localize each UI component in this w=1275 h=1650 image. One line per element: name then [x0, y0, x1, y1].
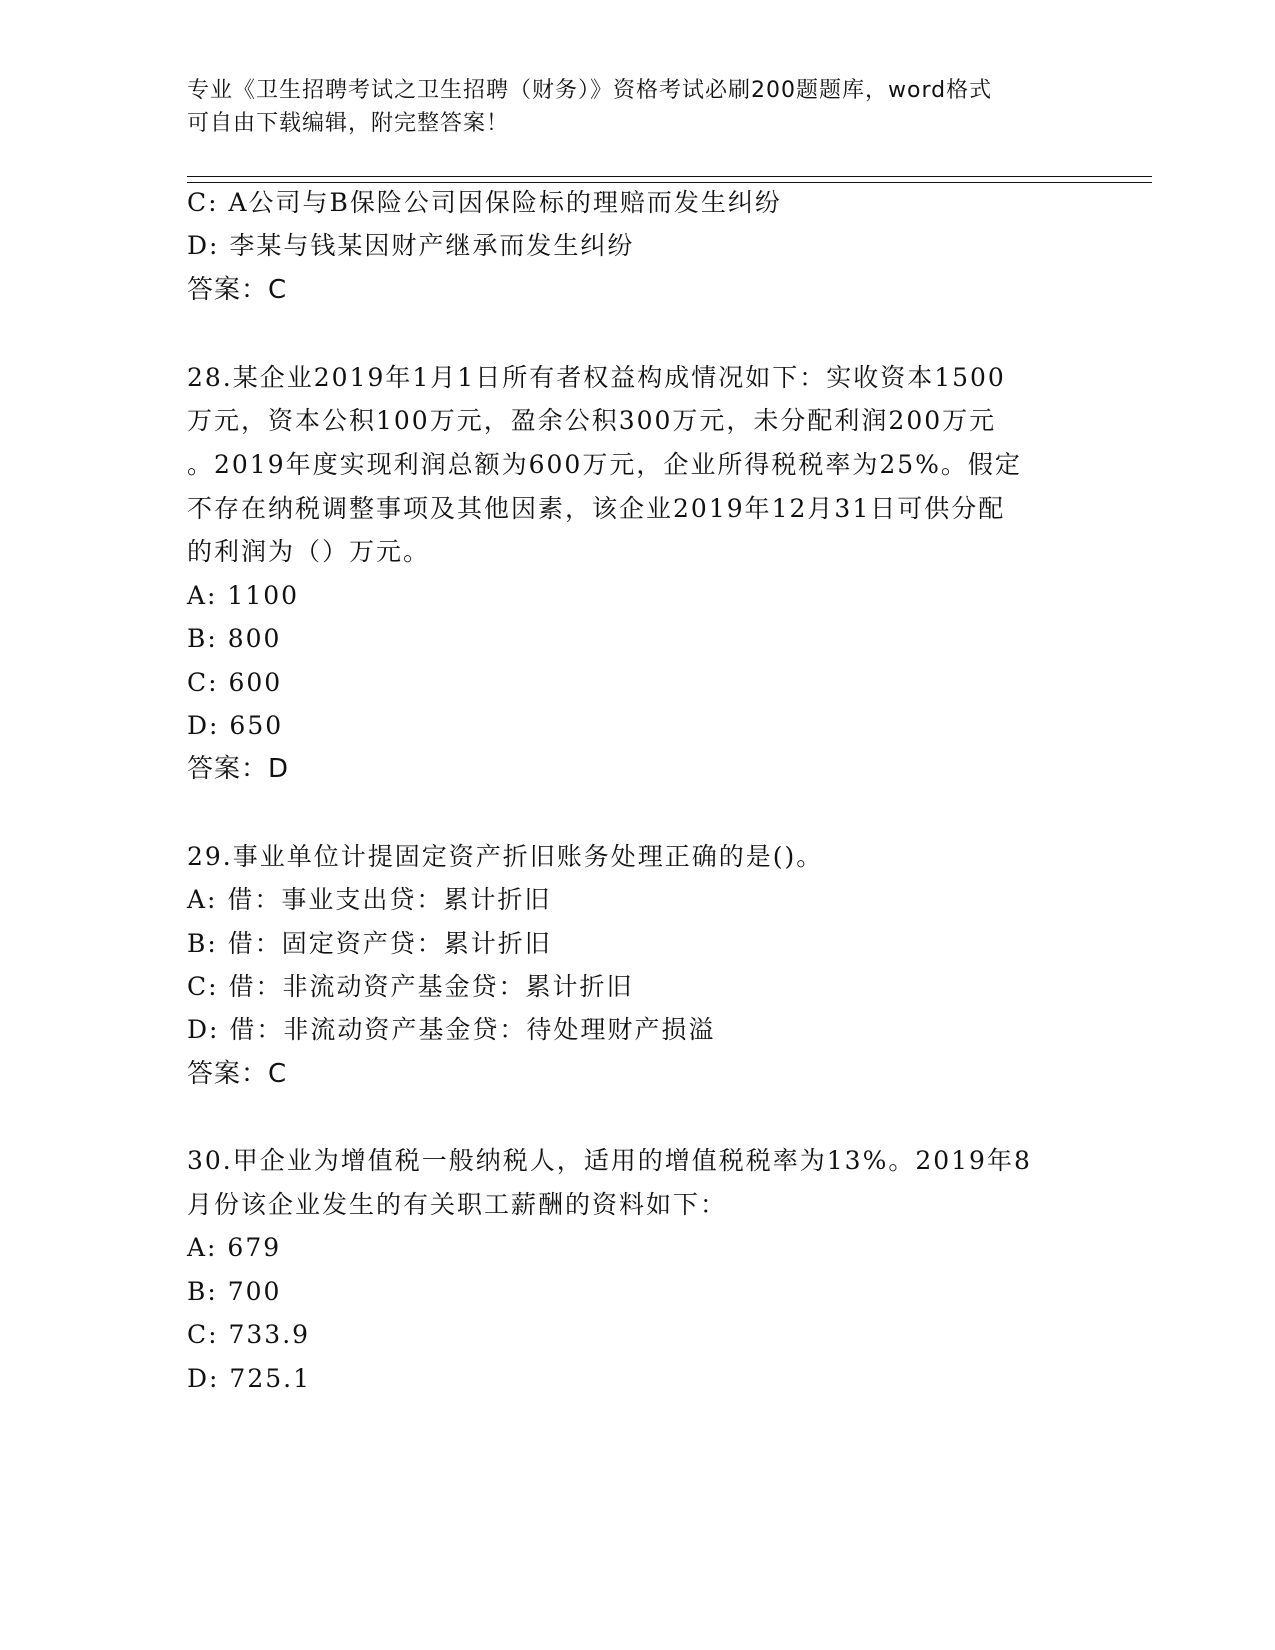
q29-option-a: A: 借：事业支出贷：累计折旧 [187, 885, 552, 914]
q28-option-d: D: 650 [187, 711, 284, 740]
q29-option-b: B: 借：固定资产贷：累计折旧 [187, 929, 552, 958]
q27-option-c: C: A公司与B保险公司因保险标的理赔而发生纠纷 [187, 188, 782, 217]
q28-stem-line-3: 。2019年度实现利润总额为600万元，企业所得税税率为25%。假定 [187, 450, 1022, 479]
q28-option-c: C: 600 [187, 668, 283, 697]
q30-option-c: C: 733.9 [187, 1320, 311, 1349]
header-line-1: 专业《卫生招聘考试之卫生招聘（财务）》资格考试必刷200题题库，word格式 [187, 78, 993, 103]
q30-stem-line-1: 30.甲企业为增值税一般纳税人，适用的增值税税率为13%。2019年8 [187, 1146, 1032, 1175]
q28-answer: 答案：D [187, 754, 290, 784]
q28-option-a: A: 1100 [187, 581, 300, 610]
q27-option-d: D: 李某与钱某因财产继承而发生纠纷 [187, 231, 635, 260]
q28-stem-line-1: 28.某企业2019年1月1日所有者权益构成情况如下：实收资本1500 [187, 363, 1006, 392]
header-divider-top [187, 176, 1152, 177]
q29-option-c: C: 借：非流动资产基金贷：累计折旧 [187, 972, 634, 1001]
q27-answer: 答案：C [187, 275, 288, 305]
q30-option-b: B: 700 [187, 1277, 282, 1306]
q28-stem-line-4: 不存在纳税调整事项及其他因素，该企业2019年12月31日可供分配 [187, 494, 1006, 523]
q30-option-d: D: 725.1 [187, 1364, 311, 1393]
q29-option-d: D: 借：非流动资产基金贷：待处理财产损溢 [187, 1015, 716, 1044]
q28-stem-line-2: 万元，资本公积100万元，盈余公积300万元，未分配利润200万元 [187, 406, 997, 435]
document-header [187, 74, 1067, 140]
q28-option-b: B: 800 [187, 624, 282, 653]
q30-stem-line-2: 月份该企业发生的有关职工薪酬的资料如下： [187, 1190, 728, 1219]
header-line-2: 可自由下载编辑，附完整答案！ [187, 111, 510, 136]
q30-option-a: A: 679 [187, 1233, 282, 1262]
q29-answer: 答案：C [187, 1059, 288, 1089]
header-divider-bottom [187, 182, 1152, 183]
q28-stem-line-5: 的利润为（）万元。 [187, 537, 431, 566]
q29-stem-line-1: 29.事业单位计提固定资产折旧账务处理正确的是()。 [187, 842, 824, 871]
